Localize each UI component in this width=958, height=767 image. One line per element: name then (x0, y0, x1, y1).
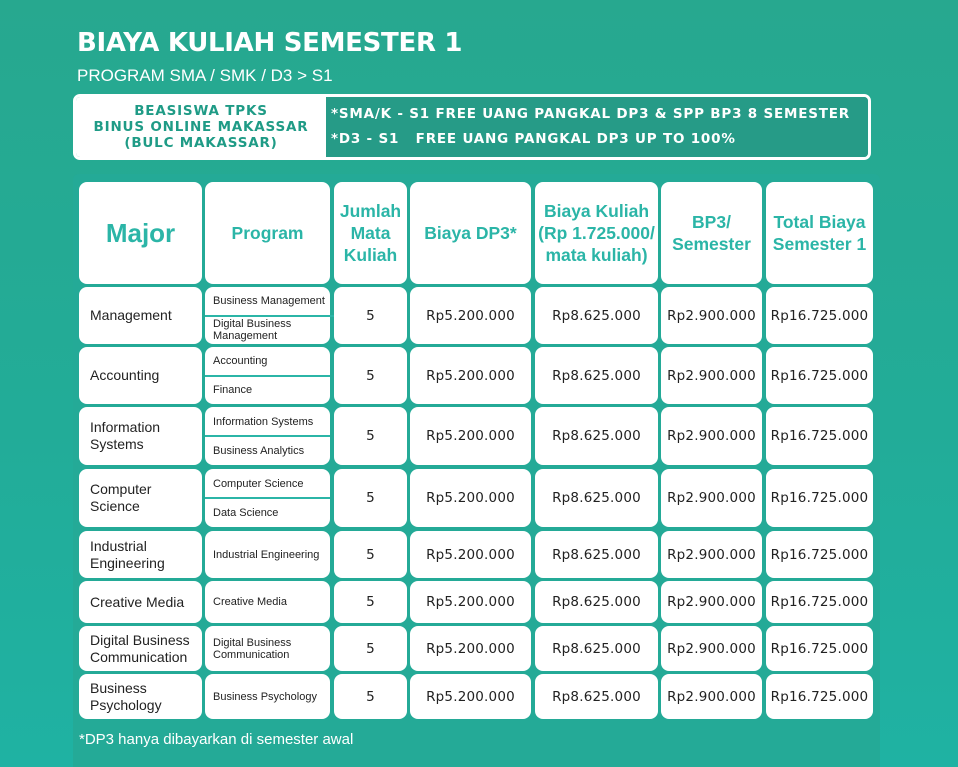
page-title: BIAYA KULIAH SEMESTER 1 (77, 28, 463, 58)
total-biaya-cell: Rp16.725.000 (766, 674, 873, 719)
program-item: Business Management (213, 295, 325, 308)
major-cell: Information Systems (79, 407, 202, 465)
program-item: Finance (213, 383, 253, 396)
biaya-kuliah-cell: Rp8.625.000 (535, 581, 658, 623)
jumlah-mata-kuliah-cell: 5 (334, 407, 407, 465)
major-cell: Creative Media (79, 581, 202, 623)
program-cell (205, 674, 330, 719)
biaya-dp3-cell: Rp5.200.000 (410, 674, 531, 719)
scholarship-name-line: BINUS ONLINE MAKASSAR (93, 119, 309, 135)
biaya-dp3-cell: Rp5.200.000 (410, 581, 531, 623)
total-biaya-cell: Rp16.725.000 (766, 407, 873, 465)
program-item: Industrial Engineering (213, 548, 320, 561)
bp3-semester-cell: Rp2.900.000 (661, 531, 762, 578)
column-header: Program (205, 182, 330, 284)
jumlah-mata-kuliah-cell: 5 (334, 581, 407, 623)
program-cell (205, 581, 330, 623)
major-cell: Digital Business Communication (79, 626, 202, 671)
program-item: Creative Media (213, 596, 287, 608)
scholarship-banner (73, 94, 871, 160)
program-cell (205, 531, 330, 578)
bp3-semester-cell: Rp2.900.000 (661, 287, 762, 344)
jumlah-mata-kuliah-cell: 5 (334, 531, 407, 578)
bp3-semester-cell: Rp2.900.000 (661, 407, 762, 465)
scholarship-name-line: BEASISWA TPKS (134, 103, 268, 119)
biaya-dp3-cell: Rp5.200.000 (410, 626, 531, 671)
program-divider (205, 375, 330, 377)
scholarship-name-line: (BULC MAKASSAR) (124, 135, 278, 151)
column-header: BP3/ Semester (661, 182, 762, 284)
major-cell: Industrial Engineering (79, 531, 202, 578)
program-item: Data Science (213, 506, 279, 519)
jumlah-mata-kuliah-cell: 5 (334, 626, 407, 671)
jumlah-mata-kuliah-cell: 5 (334, 347, 407, 404)
column-header: Major (79, 182, 202, 284)
biaya-kuliah-cell: Rp8.625.000 (535, 469, 658, 527)
biaya-dp3-cell: Rp5.200.000 (410, 287, 531, 344)
biaya-dp3-cell: Rp5.200.000 (410, 469, 531, 527)
program-item: Accounting (213, 355, 268, 368)
page-subtitle: PROGRAM SMA / SMK / D3 > S1 (77, 66, 333, 85)
bp3-semester-cell: Rp2.900.000 (661, 469, 762, 527)
program-item: Digital Business Management (213, 317, 292, 342)
scholarship-name-box (76, 97, 326, 157)
biaya-kuliah-cell: Rp8.625.000 (535, 347, 658, 404)
total-biaya-cell: Rp16.725.000 (766, 287, 873, 344)
total-biaya-cell: Rp16.725.000 (766, 347, 873, 404)
scholarship-terms-box (326, 97, 868, 157)
biaya-dp3-cell: Rp5.200.000 (410, 531, 531, 578)
program-item: Computer Science (213, 477, 304, 490)
biaya-dp3-cell: Rp5.200.000 (410, 347, 531, 404)
footnote: *DP3 hanya dibayarkan di semester awal (79, 731, 354, 748)
major-cell: Business Psychology (79, 674, 202, 719)
program-cell (205, 626, 330, 671)
biaya-dp3-cell: Rp5.200.000 (410, 407, 531, 465)
biaya-kuliah-cell: Rp8.625.000 (535, 626, 658, 671)
jumlah-mata-kuliah-cell: 5 (334, 469, 407, 527)
bp3-semester-cell: Rp2.900.000 (661, 347, 762, 404)
bp3-semester-cell: Rp2.900.000 (661, 674, 762, 719)
jumlah-mata-kuliah-cell: 5 (334, 287, 407, 344)
program-divider (205, 497, 330, 499)
biaya-kuliah-cell: Rp8.625.000 (535, 287, 658, 344)
biaya-kuliah-cell: Rp8.625.000 (535, 674, 658, 719)
column-header: Biaya DP3* (410, 182, 531, 284)
major-cell: Computer Science (79, 469, 202, 527)
biaya-kuliah-cell: Rp8.625.000 (535, 407, 658, 465)
total-biaya-cell: Rp16.725.000 (766, 626, 873, 671)
program-item: Information Systems (213, 415, 314, 428)
major-cell: Accounting (79, 347, 202, 404)
scholarship-term-line: *D3 - S1 FREE UANG PANGKAL DP3 UP TO 100% (331, 131, 736, 147)
program-divider (205, 435, 330, 437)
program-divider (205, 315, 334, 317)
bp3-semester-cell: Rp2.900.000 (661, 581, 762, 623)
total-biaya-cell: Rp16.725.000 (766, 469, 873, 527)
bp3-semester-cell: Rp2.900.000 (661, 626, 762, 671)
total-biaya-cell: Rp16.725.000 (766, 581, 873, 623)
program-item: Digital Business Communication (213, 636, 292, 661)
program-item: Business Analytics (213, 444, 305, 457)
program-item: Business Psychology (213, 690, 317, 703)
column-header: Total Biaya Semester 1 (766, 182, 873, 284)
jumlah-mata-kuliah-cell: 5 (334, 674, 407, 719)
scholarship-term-line: *SMA/K - S1 FREE UANG PANGKAL DP3 & SPP BP3 8 SEMESTER (331, 106, 851, 122)
column-header: Jumlah Mata Kuliah (334, 182, 407, 284)
biaya-kuliah-cell: Rp8.625.000 (535, 531, 658, 578)
total-biaya-cell: Rp16.725.000 (766, 531, 873, 578)
column-header: Biaya Kuliah (Rp 1.725.000/ mata kuliah) (535, 182, 658, 284)
major-cell: Management (79, 287, 202, 344)
